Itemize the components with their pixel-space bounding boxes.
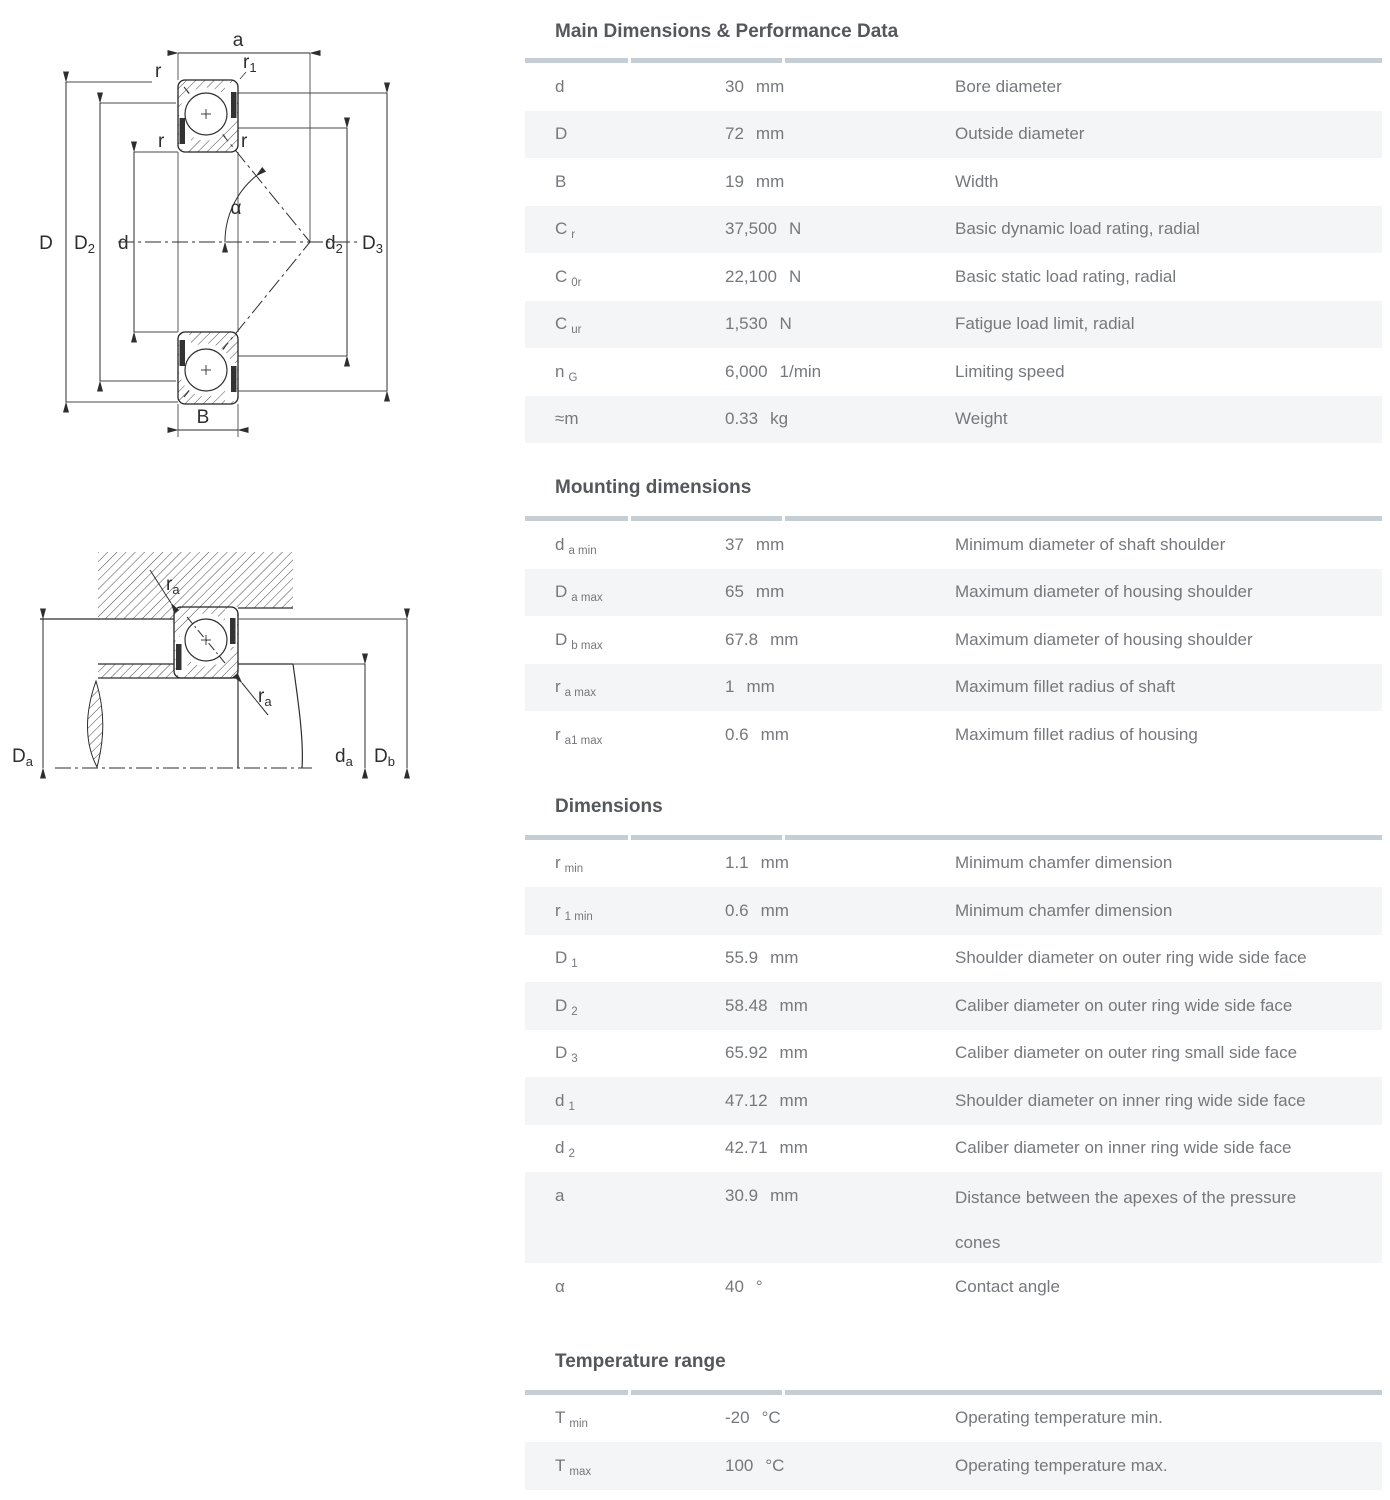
dim-label-da: $d_a$	[335, 746, 353, 769]
symbol-cell: B	[555, 171, 567, 191]
description-cell: Minimum chamfer dimension	[955, 900, 1173, 920]
symbol-cell: C $_r$	[555, 219, 576, 242]
description-cell: Maximum fillet radius of housing	[955, 724, 1198, 744]
value-cell: 37 mm	[725, 534, 785, 554]
dim-label-r-mid-left: r	[158, 131, 165, 152]
table-row	[525, 301, 1382, 349]
value-cell: 47.12 mm	[725, 1090, 808, 1110]
symbol-cell: D $_{a max}$	[555, 582, 603, 605]
description-cell: Maximum fillet radius of shaft	[955, 677, 1176, 697]
value-cell: 30 mm	[725, 76, 785, 96]
value-cell: 1.1 mm	[725, 853, 789, 873]
symbol-cell: r $_{a1 max}$	[555, 724, 603, 747]
symbol-cell: C $_{ur}$	[555, 314, 582, 337]
dim-label-Da: $D_a$	[12, 746, 33, 769]
seal-left	[176, 644, 182, 670]
description-cell: Bore diameter	[955, 76, 1062, 96]
description-cell: Basic static load rating, radial	[955, 266, 1177, 286]
value-cell: 6,000 1/min	[725, 361, 822, 381]
value-cell: 0.6 mm	[725, 724, 789, 744]
seal-right	[231, 366, 237, 392]
symbol-cell: D $_{b max}$	[555, 629, 603, 652]
dim-label-r-top: r	[155, 61, 162, 82]
mounting-dimensions-drawing	[0, 540, 460, 815]
value-cell: 58.48 mm	[725, 995, 808, 1015]
description-cell: Minimum diameter of shaft shoulder	[955, 534, 1226, 554]
section-title-dimensions: Dimensions	[555, 795, 663, 817]
value-cell: 19 mm	[725, 171, 785, 191]
shaft-shoulder-section	[98, 664, 174, 678]
symbol-cell: T $_{min}$	[555, 1408, 588, 1431]
table-row	[525, 1263, 1382, 1311]
symbol-cell: d $_2$	[555, 1138, 575, 1161]
table-row	[525, 158, 1382, 206]
dim-label-D3: $D_3$	[362, 233, 383, 256]
description-cell: Maximum diameter of housing shoulder	[955, 582, 1253, 602]
symbol-cell: a	[555, 1186, 565, 1205]
table-row	[525, 253, 1382, 301]
description-cell: Maximum diameter of housing shoulder	[955, 629, 1253, 649]
value-cell: 40 °	[725, 1276, 763, 1296]
description-cell: Width	[955, 171, 999, 191]
description-cell: Distance between the apexes of the pressure cones	[955, 1188, 1297, 1252]
seal-right	[230, 618, 236, 644]
table-row	[525, 887, 1382, 935]
table-row	[525, 1395, 1382, 1443]
table-row	[525, 935, 1382, 983]
symbol-cell: D $_2$	[555, 995, 578, 1018]
symbol-cell: ≈m	[555, 409, 579, 429]
contact-angle-label: α	[230, 198, 242, 219]
dimensions-table	[525, 835, 1382, 1311]
symbol-cell: T $_{max}$	[555, 1455, 592, 1478]
symbol-cell: D $_3$	[555, 1043, 578, 1066]
value-cell: 65.92 mm	[725, 1043, 808, 1063]
symbol-cell: d $_{a min}$	[555, 534, 597, 557]
description-cell: Basic dynamic load rating, radial	[955, 219, 1200, 239]
bearing-section	[174, 607, 238, 678]
table-row	[525, 1442, 1382, 1490]
description-cell: Operating temperature max.	[955, 1455, 1168, 1475]
value-cell: 67.8 mm	[725, 629, 799, 649]
description-cell: Weight	[955, 409, 1008, 429]
seal-right	[231, 92, 237, 118]
bearing-cross-section-drawing	[0, 0, 460, 465]
upper-bearing-section	[178, 80, 238, 152]
table-row	[525, 840, 1382, 888]
table-row	[525, 111, 1382, 159]
description-cell: Shoulder diameter on inner ring wide side face	[955, 1090, 1306, 1110]
dim-label-ra-bottom: $r_a$	[258, 686, 272, 709]
dim-label-r-mid-right: r	[241, 131, 248, 152]
seal-left	[180, 118, 186, 144]
dim-label-D2: $D_2$	[74, 233, 95, 256]
value-cell: 1,530 N	[725, 314, 792, 334]
dim-label-ra-top: $r_a$	[166, 574, 180, 597]
dim-label-B: B	[196, 407, 210, 428]
mounting-drawing-svg	[0, 540, 460, 810]
value-cell: 0.6 mm	[725, 900, 789, 920]
symbol-cell: C $_{0r}$	[555, 266, 582, 289]
value-cell: 72 mm	[725, 124, 785, 144]
mounting-dimensions-table	[525, 516, 1382, 759]
lower-bearing-section	[178, 332, 238, 404]
dim-label-Db: $D_b$	[374, 746, 395, 769]
symbol-cell: D	[555, 124, 568, 144]
spec-panel	[525, 0, 1382, 1490]
section-title-mounting-dimensions: Mounting dimensions	[555, 477, 752, 498]
seal-left	[180, 340, 186, 366]
table-row	[525, 982, 1382, 1030]
section-title-main-dimensions: Main Dimensions & Performance Data	[555, 21, 899, 42]
table-row	[525, 1077, 1382, 1125]
table-row	[525, 1172, 1382, 1263]
dim-label-D: D	[39, 233, 53, 254]
main-dimensions-table	[525, 58, 1382, 443]
value-cell: -20 °C	[725, 1408, 781, 1428]
description-cell: Shoulder diameter on outer ring wide side face	[955, 948, 1307, 968]
temperature-range-table	[525, 1390, 1382, 1490]
symbol-cell: r $_{1 min}$	[555, 900, 593, 923]
table-row	[525, 521, 1382, 569]
description-cell: Operating temperature min.	[955, 1408, 1163, 1428]
value-cell: 55.9 mm	[725, 948, 799, 968]
table-row	[525, 616, 1382, 664]
table-row	[525, 206, 1382, 254]
table-row	[525, 1125, 1382, 1173]
value-cell: 0.33 kg	[725, 409, 789, 429]
symbol-cell: d $_1$	[555, 1090, 575, 1113]
symbol-cell: r $_{min}$	[555, 853, 584, 876]
value-cell: 100 °C	[725, 1455, 785, 1475]
description-cell: Fatigue load limit, radial	[955, 314, 1135, 334]
value-cell: 37,500 N	[725, 219, 802, 239]
table-row	[525, 569, 1382, 617]
symbol-cell: n $_G$	[555, 361, 578, 384]
value-cell: 1 mm	[725, 677, 775, 697]
symbol-cell: α	[555, 1276, 565, 1296]
dim-label-a: a	[232, 30, 244, 51]
description-cell: Caliber diameter on outer ring wide side face	[955, 995, 1293, 1015]
table-row	[525, 63, 1382, 111]
table-row	[525, 348, 1382, 396]
table-row	[525, 396, 1382, 444]
description-cell: Caliber diameter on outer ring small side face	[955, 1043, 1298, 1063]
dim-label-d: d	[118, 233, 129, 254]
description-cell: Limiting speed	[955, 361, 1065, 381]
bearing-cross-section-svg	[0, 0, 460, 460]
shaft-break-section	[88, 681, 103, 767]
symbol-cell: d	[555, 76, 565, 96]
symbol-cell: r $_{a max}$	[555, 677, 596, 700]
extension-lines	[238, 619, 407, 664]
description-cell: Minimum chamfer dimension	[955, 853, 1173, 873]
table-row	[525, 711, 1382, 759]
value-cell: 65 mm	[725, 582, 785, 602]
dim-label-r1: $r_1$	[243, 52, 257, 75]
description-cell: Outside diameter	[955, 124, 1085, 144]
value-cell: 22,100 N	[725, 266, 802, 286]
value-cell: 30.9 mm	[725, 1186, 799, 1205]
dim-label-d2: $d_2$	[325, 233, 343, 256]
symbol-cell: D $_1$	[555, 948, 578, 971]
table-row	[525, 664, 1382, 712]
value-cell: 42.71 mm	[725, 1138, 808, 1158]
description-cell: Contact angle	[955, 1276, 1060, 1296]
description-cell: Caliber diameter on inner ring wide side face	[955, 1138, 1292, 1158]
table-row	[525, 1030, 1382, 1078]
section-title-temperature-range: Temperature range	[555, 1350, 726, 1372]
